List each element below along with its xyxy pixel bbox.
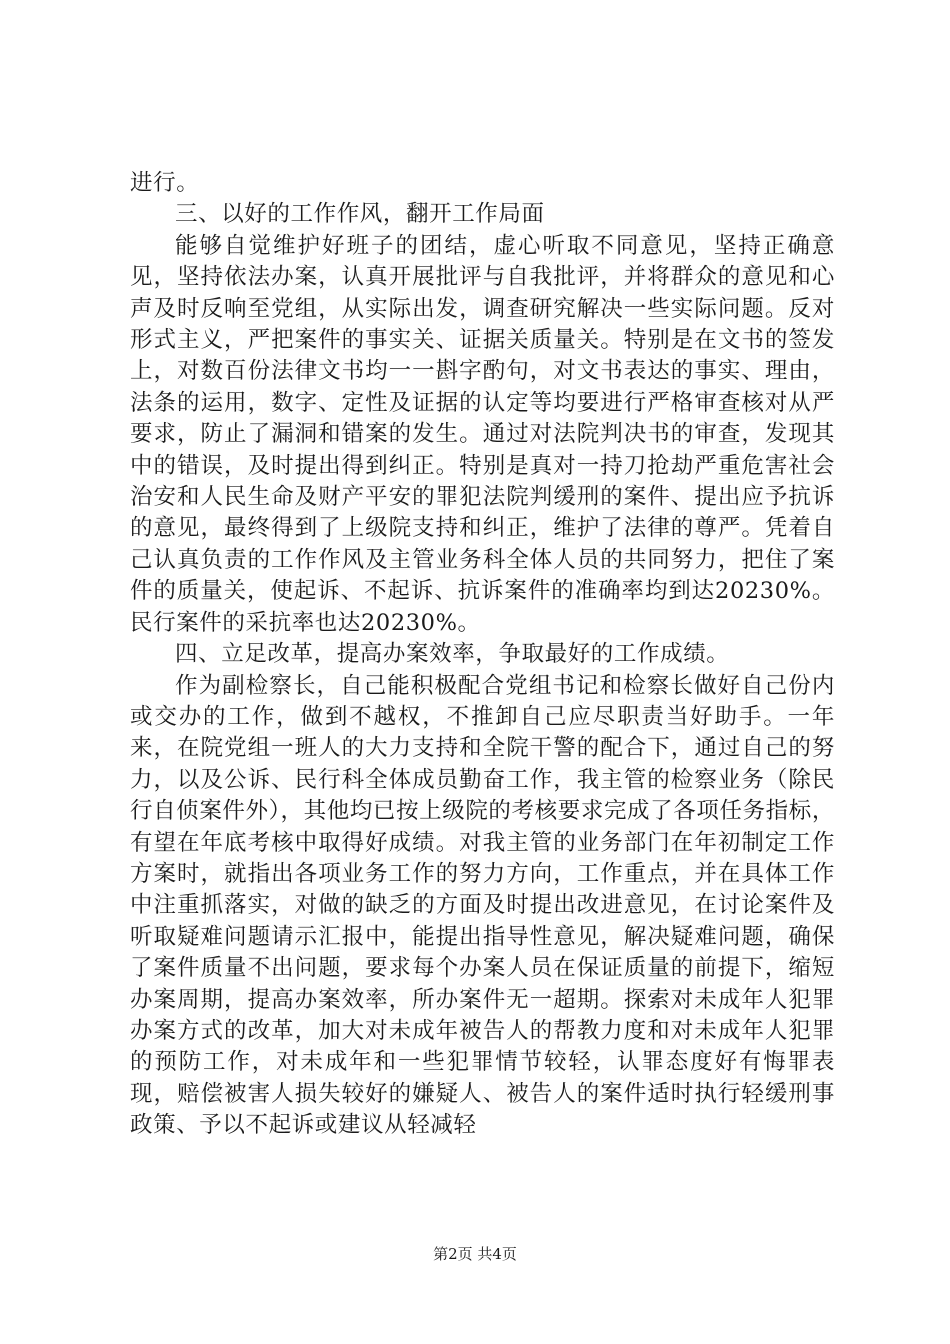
paragraph-continuation: 进行。 (130, 170, 200, 196)
section-heading-4: 四、立足改革，提高办案效率，争取最好的工作成绩。 (175, 641, 730, 668)
section-heading-3: 三、以好的工作作风，翻开工作局面 (175, 201, 545, 228)
page-number-footer: 第2页 共4页 (433, 1245, 517, 1263)
paragraph-reform: 作为副检察长，自己能积极配合党组书记和检察长做好自己份内或交办的工作，做到不越权，不推卸自己应尽职责当好助手。一年来，在院党组一班人的大力支持和全院干警的配合下，通过自己的努力，以及公诉、民行科全体成员勤奋工作，我主管的检察业务（除民行自侦案件外），其他均已按上级院的考核要求完成了各项任务指标，有望在年底考核中取得好成绩。对我主管的业务部门在年初制定工作方案时，就指出各项业务工作的努力方向，工作重点，并在具体工作中注重抓落实，对做的缺乏的方面及时提出改进意见，在讨论案件及听取疑难问题请示汇报中，能提出指导性意见，解决疑难问题，确保了案件质量不出问题，要求每个办案人员在保证质量的前提下，缩短办案周期，提高办案效率，所办案件无一超期。探索对未成年人犯罪办案方式的改革，加大对未成年被告人的帮教力度和对未成年人犯罪的预防工作，对未成年和一些犯罪情节较轻，认罪态度好有悔罪表现，赔偿被害人损失较好的嫌疑人、被告人的案件适时执行轻缓刑事政策、予以不起诉或建议从轻减轻 (130, 672, 835, 1139)
document-body (130, 168, 835, 1142)
paragraph-work-style: 能够自觉维护好班子的团结，虚心听取不同意见，坚持正确意见，坚持依法办案，认真开展批评与自我批评，并将群众的意见和心声及时反响至党组，从实际出发，调查研究解决一些实际问题。反对形式主义，严把案件的事实关、证据关质量关。特别是在文书的签发上，对数百份法律文书均一一斟字酌句，对文书表达的事实、理由，法条的运用，数字、定性及证据的认定等均要进行严格审查核对从严要求，防止了漏洞和错案的发生。通过对法院判决书的审查，发现其中的错误，及时提出得到纠正。特别是真对一持刀抢劫严重危害社会治安和人民生命及财产平安的罪犯法院判缓刑的案件、提出应予抗诉的意见，最终得到了上级院支持和纠正，维护了法律的尊严。凭着自己认真负责的工作作风及主管业务科全体人员的共同努力，把住了案件的质量关，使起诉、不起诉、抗诉案件的准确率均到达20230%。民行案件的采抗率也达20230%。 (130, 232, 835, 636)
